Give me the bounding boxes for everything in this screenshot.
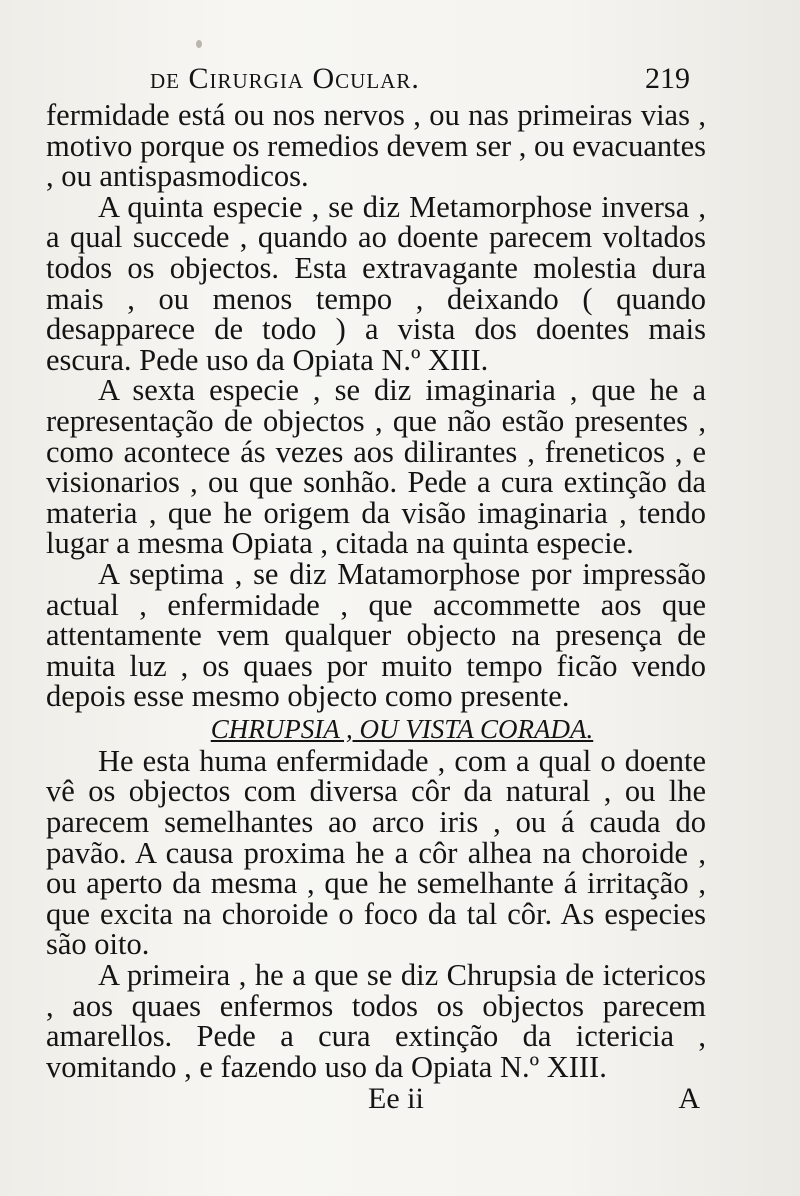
signature-mark: Ee ii (368, 1082, 424, 1115)
paragraph: fermidade está ou nos nervos , ou nas primeiras vias , motivo porque os remedios devem ser , ou evacuantes , ou antispasmodicos. (46, 98, 706, 194)
page-footer (40, 1082, 700, 1122)
section-title: CHRUPSIA , OU VISTA CORADA. (210, 713, 594, 744)
body-text (46, 100, 706, 1082)
running-title: de Cirurgia Ocular. (150, 62, 420, 95)
paragraph: A septima , se diz Matamorphose por impressão actual , enfermidade , que accommette aos que attentamente vem qualquer objecto na presença de muita luz , os quaes por muito tempo ficão vendo depois esse mesmo objecto como presente. (46, 556, 706, 714)
paragraph: A sexta especie , se diz imaginaria , que he a representação de objectos , que não estão presentes , como acontece ás vezes aos dilirantes , freneticos , e visionarios , ou que sonhão. Pede a cura extinção da materia , que he origem da visão imaginaria , tendo lugar a mesma Opiata , citada na quinta especie. (46, 373, 706, 561)
paragraph: He esta huma enfermidade , com a qual o doente vê os objectos com diversa côr da natural , ou lhe parecem semelhantes ao arco iris , ou á cauda do pavão. A causa proxima he a côr alhea na choroide , ou aperto da mesma , que he semelhante á irritação , que excita na choroide o foco da tal côr. As especies são oito. (46, 743, 706, 962)
page-number: 219 (645, 62, 690, 95)
paragraph: A quinta especie , se diz Metamorphose inversa , a qual succede , quando ao doente parecem voltados todos os objectos. Esta extravagante molestia dura mais , ou menos tempo , deixando ( quando desapparece de todo ) a vista dos doentes mais escura. Pede uso da Opiata N.º XIII. (46, 189, 706, 377)
ink-spot (196, 40, 202, 48)
page-header (150, 62, 690, 102)
catchword: A (678, 1082, 700, 1115)
paragraph: A primeira , he a que se diz Chrupsia de ictericos , aos quaes enfermos todos os objectos parecem amarellos. Pede a cura extinção da ictericia , vomitando , e fazendo uso da Opiata N.º XIII. (46, 958, 706, 1084)
